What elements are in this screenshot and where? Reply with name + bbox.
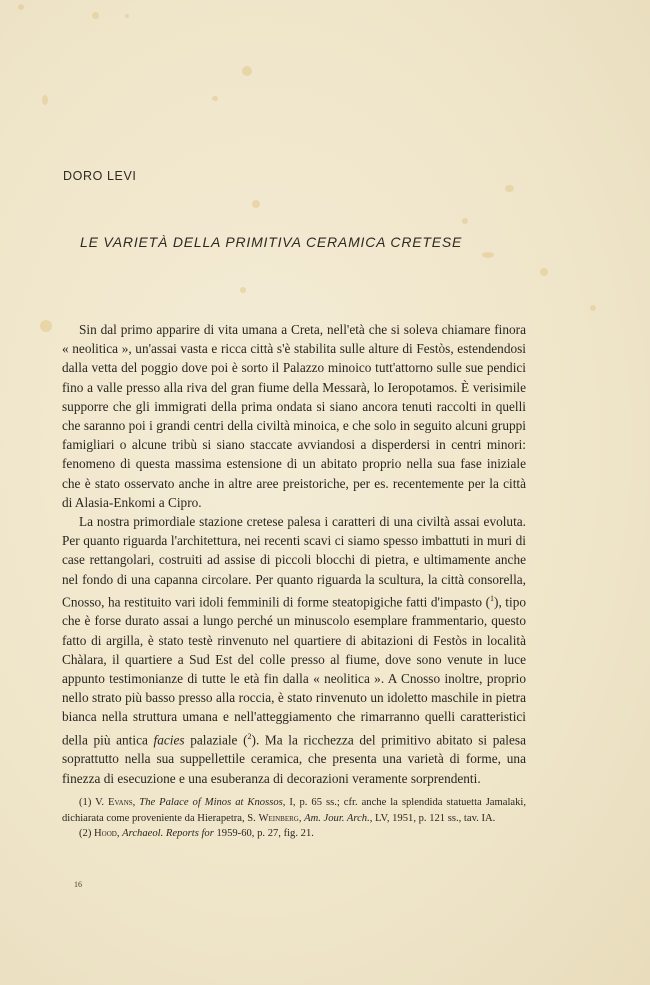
footnote-author: Evans — [108, 797, 133, 808]
paragraph-text: ), tipo che è forse durato assai a lungo perché un minuscolo esemplare frammentario, questo fatto di argilla, è stato testè rinvenuto nel quartiere di abitazioni di Festòs in località Chàlara, il quartiere a Sud Est del colle presso al fiume, dove sono venute in luce appunto testimonianze di tutte le età fin dalla « neolitica ». A Cnosso inoltre, proprio nello strato più basso presso alla roccia, è stato rinvenuto un idoletto maschile in pietra bianca nella struttura umana e nell'atteggiamento che rimarranno quelli caratteristici della più antica — [62, 594, 526, 748]
footnote-ref: 2 — [247, 731, 252, 741]
paragraph-text: palaziale ( — [184, 732, 248, 748]
stain — [540, 268, 548, 276]
footnotes — [62, 795, 526, 842]
stain — [42, 95, 48, 105]
paragraph — [62, 512, 526, 788]
footnote-ref: 1 — [490, 593, 495, 603]
footnote-text: , LV, 1951, p. 121 ss., tav. IA. — [369, 812, 496, 824]
stain — [18, 4, 24, 10]
paragraph-text: ). Ma la ricchezza del primitivo abitato si palesa soprattutto nella sua suppellettile ceramica, che presenta una varietà di forme, una finezza di esecuzione e una esuberanza di decorazioni veramente sorprendenti. — [62, 732, 526, 786]
footnote-journal: Am. Jour. Arch. — [304, 812, 370, 824]
emphasis-text: facies — [153, 732, 185, 748]
body-text — [62, 320, 526, 788]
footnote-1 — [62, 795, 526, 826]
article-title: LE VARIETÀ DELLA PRIMITIVA CERAMICA CRETESE — [80, 234, 463, 250]
stain — [242, 66, 252, 76]
paragraph-text: La nostra primordiale stazione cretese palesa i caratteri di una civiltà assai evoluta. Per quanto riguarda l'architettura, nei recenti scavi ci siamo spesso imbattuti in muri di case rettangolari, costruiti ad assise di piccoli blocchi di pietra, e ultimamente anche nel fondo di una capanna circolare. Per quanto riguarda la scultura, la città consorella, Cnosso, ha restituito vari idoli femminili di forme steatopigiche fatti d'impasto ( — [62, 514, 526, 610]
author-name: DORO LEVI — [63, 169, 137, 183]
page-number: 16 — [74, 880, 82, 889]
stain — [240, 287, 246, 293]
footnote-author: Weinberg — [258, 812, 299, 824]
footnote-separator: , — [132, 797, 140, 808]
stain — [590, 305, 596, 311]
footnote-2 — [62, 826, 526, 842]
footnote-separator: , — [116, 828, 123, 839]
footnote-number: (1) V. — [79, 797, 109, 808]
footnote-journal: Archaeol. Reports for — [122, 828, 214, 839]
footnote-author: Hood — [94, 828, 117, 839]
stain — [92, 12, 99, 19]
footnote-number: (2) — [79, 828, 95, 839]
footnote-separator: , — [298, 812, 305, 824]
stain — [212, 96, 218, 101]
stain — [40, 320, 52, 332]
stain — [482, 252, 494, 258]
footnote-text: 1959-60, p. 27, fig. 21. — [213, 828, 314, 839]
footnote-text: , I, p. 65 ss.; cfr. anche la splendida statuetta Jamalaki, dichiarata come proveniente da Hierapetra, S. — [62, 797, 526, 824]
stain — [505, 185, 514, 192]
stain — [125, 14, 129, 18]
paragraph — [62, 320, 526, 512]
footnote-work-title: The Palace of Minos at Knossos — [139, 797, 283, 808]
paragraph-text: Sin dal primo apparire di vita umana a Creta, nell'età che si soleva chiamare finora « neolitica », un'assai vasta e ricca città s'è stabilita sulle alture di Festòs, estendendosi dalla vetta del poggio dove poi è sorto il Palazzo minoico tutt'attorno sulle sue pendici fino a valle presso alla riva del gran fiume della Messarà, lo Ieropotamos. È verisimile supporre che gli immigrati della prima ondata si siano ancora tenuti raccolti in quelli che saranno poi i grandi centri della civiltà minoica, e che solo in seguito alcuni gruppi famigliari o alcune tribù si siano staccate avviandosi a disperdersi in centri minori: fenomeno di questa massima estensione di un abitato proprio nella sua fase iniziale che è stato osservato anche in altre aree preistoriche, per es. recentemente per la città di Alasia-Enkomi a Cipro. — [62, 322, 526, 510]
stain — [252, 200, 260, 208]
stain — [462, 218, 468, 224]
